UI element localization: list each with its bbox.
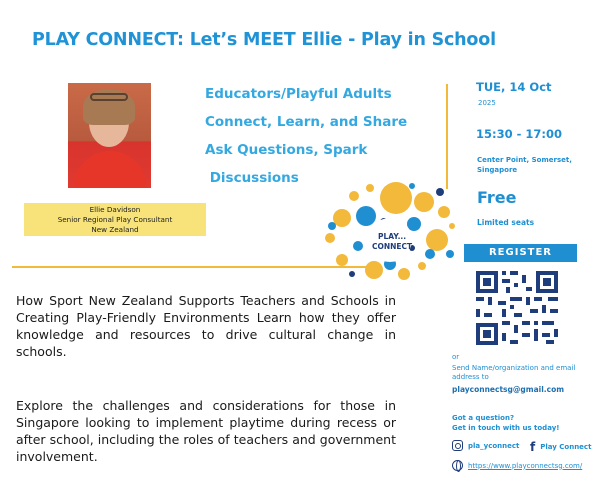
highlight-item: Discussions bbox=[205, 170, 299, 186]
contact-email-link[interactable]: playconnectsg@gmail.com bbox=[452, 385, 565, 394]
send-instructions: Send Name/organization and email address to bbox=[452, 364, 576, 381]
facebook-link[interactable] bbox=[530, 440, 591, 454]
event-date: TUE, 14 Oct bbox=[476, 80, 552, 94]
speaker-role: Senior Regional Play Consultant bbox=[57, 215, 173, 224]
website-link[interactable] bbox=[452, 460, 582, 471]
event-seats: Limited seats bbox=[477, 218, 535, 227]
highlights-list bbox=[205, 80, 407, 192]
description-paragraph-1: How Sport New Zealand Supports Teachers and Schools in Creating Play-Friendly Environments Learn how they offer knowledge and resources to drive cultural change in schools. bbox=[16, 293, 396, 359]
contact-question bbox=[452, 413, 559, 433]
speaker-photo bbox=[68, 83, 151, 188]
logo-line: CONNECT bbox=[372, 242, 413, 251]
facebook-icon: f bbox=[530, 440, 536, 454]
instagram-link[interactable] bbox=[452, 440, 519, 451]
speaker-location: New Zealand bbox=[91, 225, 139, 234]
instagram-handle: pla_yconnect bbox=[468, 441, 520, 450]
qr-code[interactable] bbox=[472, 268, 562, 348]
speaker-caption bbox=[24, 203, 206, 236]
vertical-divider bbox=[446, 84, 448, 189]
or-label: or bbox=[452, 353, 460, 361]
globe-icon bbox=[452, 460, 463, 471]
question-line: Got a question? bbox=[452, 414, 515, 422]
highlight-item: Connect, Learn, and Share bbox=[205, 114, 408, 130]
event-venue bbox=[477, 155, 572, 175]
page-title: PLAY CONNECT: Let’s MEET Ellie - Play in School bbox=[32, 30, 496, 50]
venue-line: Center Point, Somerset, bbox=[477, 156, 572, 164]
speaker-name: Ellie Davidson bbox=[89, 205, 141, 214]
highlight-item: Ask Questions, Spark bbox=[205, 142, 368, 158]
description-paragraph-2: Explore the challenges and considerations for those in Singapore looking to implement playtime during recess or after school, including the roles of teachers and government involvement. bbox=[16, 398, 396, 464]
logo-line: PLAY... bbox=[378, 232, 407, 241]
event-time: 15:30 - 17:00 bbox=[476, 127, 562, 141]
website-url: https://www.playconnectsg.com/ bbox=[468, 461, 583, 470]
venue-line: Singapore bbox=[477, 166, 518, 174]
event-price: Free bbox=[477, 188, 517, 207]
register-button[interactable]: REGISTER bbox=[464, 244, 577, 262]
instagram-icon bbox=[452, 440, 463, 451]
facebook-name: Play Connect bbox=[540, 443, 592, 451]
highlight-item: Educators/Playful Adults bbox=[205, 86, 392, 102]
event-year: 2025 bbox=[478, 99, 496, 107]
logo-text bbox=[372, 232, 412, 252]
question-line: Get in touch with us today! bbox=[452, 424, 560, 432]
